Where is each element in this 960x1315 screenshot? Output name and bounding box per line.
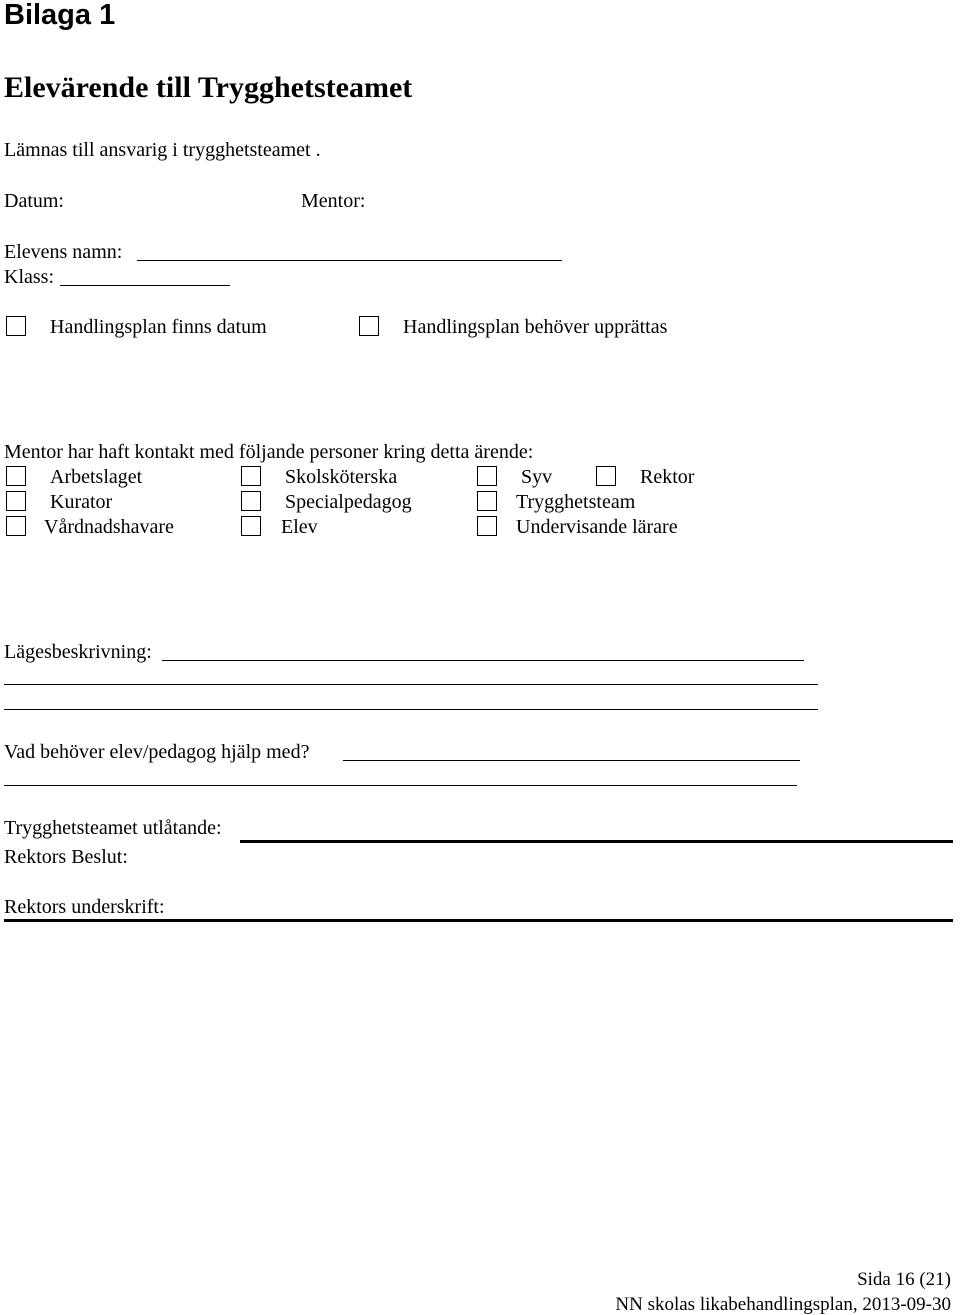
page-number: Sida 16 (21) [857, 1269, 951, 1290]
syv-checkbox[interactable] [477, 466, 497, 486]
trygghetsteam-label: Trygghetsteam [516, 491, 636, 513]
mentor-label: Mentor: [301, 190, 366, 212]
kurator-label: Kurator [50, 491, 113, 513]
elev-checkbox[interactable] [241, 516, 261, 536]
utlatande-label: Trygghetsteamet utlåtande: [4, 817, 222, 839]
trygghetsteam-checkbox[interactable] [477, 491, 497, 511]
elevens-namn-label: Elevens namn: [4, 241, 123, 263]
specialpedagog-checkbox[interactable] [241, 491, 261, 511]
handlingsplan-behover-label: Handlingsplan behöver upprättas [403, 316, 668, 338]
vardnadshavare-label: Vårdnadshavare [44, 516, 174, 538]
appendix-heading: Bilaga 1 [4, 0, 116, 31]
vardnadshavare-checkbox[interactable] [6, 516, 26, 536]
vad-behover-line-2[interactable] [4, 785, 797, 786]
rektor-label: Rektor [640, 466, 695, 488]
lagesbeskrivning-line-2[interactable] [4, 684, 818, 685]
lagesbeskrivning-line-3[interactable] [4, 709, 818, 710]
vad-behover-line-1[interactable] [343, 760, 800, 761]
klass-line[interactable] [60, 285, 230, 286]
specialpedagog-label: Specialpedagog [285, 491, 412, 513]
skolskoterska-label: Skolsköterska [285, 466, 398, 488]
handlingsplan-finns-label: Handlingsplan finns datum [50, 316, 267, 338]
rektor-checkbox[interactable] [596, 466, 616, 486]
vad-behover-label: Vad behöver elev/pedagog hjälp med? [4, 741, 310, 763]
syv-label: Syv [521, 466, 553, 488]
contact-question: Mentor har haft kontakt med följande personer kring detta ärende: [4, 441, 534, 463]
elevens-namn-line[interactable] [137, 260, 562, 261]
underskrift-label: Rektors underskrift: [4, 896, 165, 918]
underskrift-line[interactable] [4, 919, 953, 922]
lagesbeskrivning-label: Lägesbeskrivning: [4, 641, 152, 663]
handlingsplan-finns-checkbox[interactable] [6, 316, 26, 336]
arbetslaget-checkbox[interactable] [6, 466, 26, 486]
intro-text: Lämnas till ansvarig i trygghetsteamet . [4, 139, 321, 161]
datum-label: Datum: [4, 190, 64, 212]
lagesbeskrivning-line-1[interactable] [162, 660, 804, 661]
elev-label: Elev [281, 516, 318, 538]
skolskoterska-checkbox[interactable] [241, 466, 261, 486]
kurator-checkbox[interactable] [6, 491, 26, 511]
undervisande-larare-checkbox[interactable] [477, 516, 497, 536]
document-footer: NN skolas likabehandlingsplan, 2013-09-30 [615, 1294, 951, 1315]
utlatande-line[interactable] [240, 840, 953, 843]
beslut-label: Rektors Beslut: [4, 846, 128, 868]
page-title: Elevärende till Trygghetsteamet [4, 71, 413, 104]
undervisande-larare-label: Undervisande lärare [516, 516, 678, 538]
arbetslaget-label: Arbetslaget [50, 466, 143, 488]
handlingsplan-behover-checkbox[interactable] [359, 316, 379, 336]
klass-label: Klass: [4, 266, 54, 288]
